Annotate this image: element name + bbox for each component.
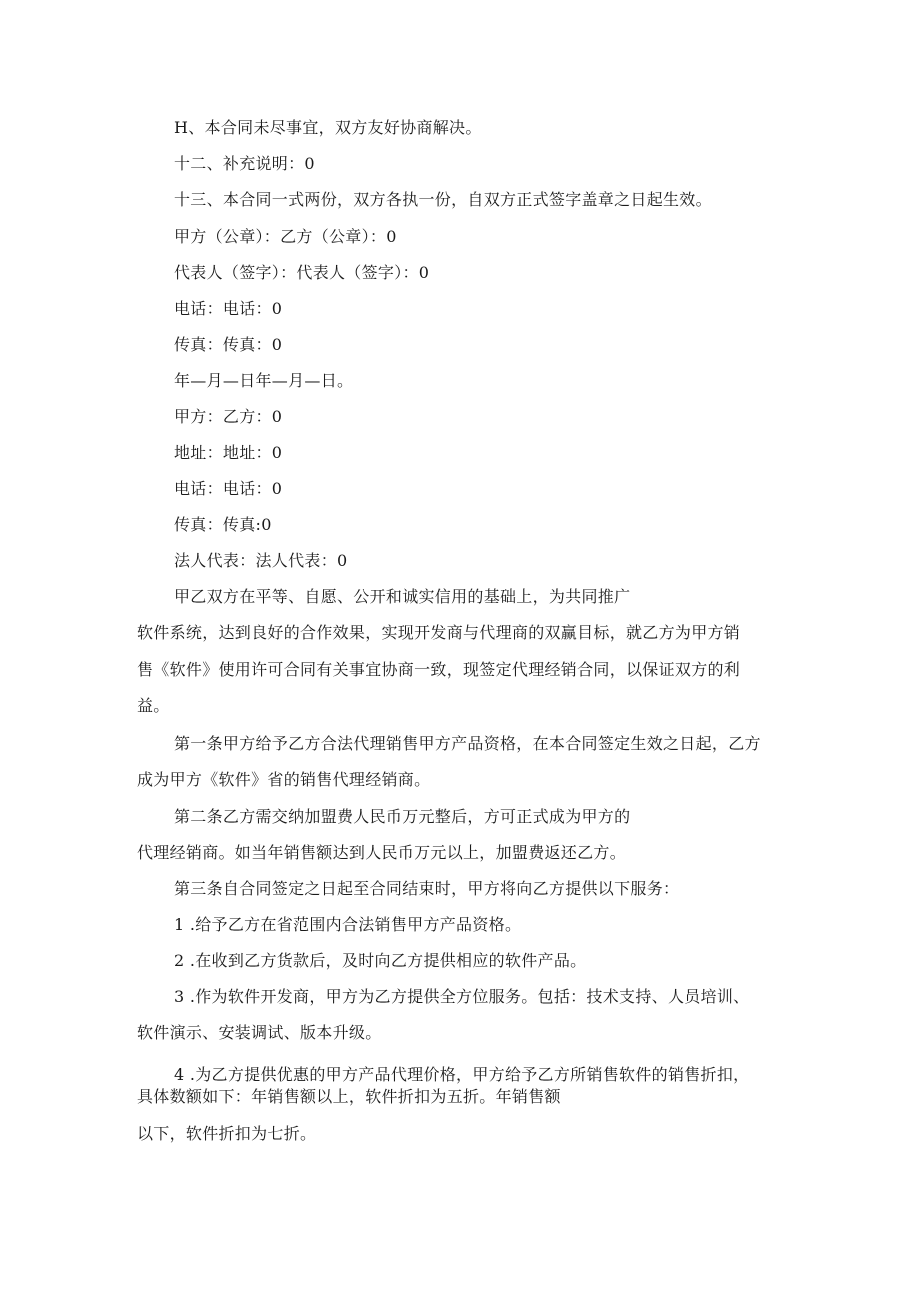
service-item-2: 2 .在收到乙方货款后，及时向乙方提供相应的软件产品。 xyxy=(174,951,587,970)
article-3-heading: 第三条自合同签定之日起至合同结束时，甲方将向乙方提供以下服务： xyxy=(174,879,680,898)
preamble-line-4: 益。 xyxy=(137,696,170,715)
service-item-4-line-1: 4 .为乙方提供优惠的甲方产品代理价格，甲方给予乙方所销售软件的销售折扣， xyxy=(174,1065,750,1084)
clause-12-supplement: 十二、补充说明：0 xyxy=(174,154,315,173)
signature-party-seal: 甲方（公章）：乙方（公章）：0 xyxy=(174,227,397,246)
party-names: 甲方：乙方：0 xyxy=(174,407,283,426)
party-address: 地址：地址：0 xyxy=(174,443,283,462)
signature-representative: 代表人（签字）：代表人（签字）：0 xyxy=(174,263,430,282)
service-item-4-line-2: 具体数额如下：年销售额以上，软件折扣为五折。年销售额 xyxy=(137,1087,561,1106)
article-1-line-2: 成为甲方《软件》省的销售代理经销商。 xyxy=(137,770,431,789)
party-legal-representative: 法人代表：法人代表：0 xyxy=(174,551,348,570)
article-2-line-1: 第二条乙方需交纳加盟费人民币万元整后，方可正式成为甲方的 xyxy=(174,807,631,826)
service-item-4-line-3: 以下，软件折扣为七折。 xyxy=(137,1124,317,1143)
preamble-line-1: 甲乙双方在平等、自愿、公开和诚实信用的基础上，为共同推广 xyxy=(174,587,631,606)
clause-h-unresolved-matters: H、本合同未尽事宜，双方友好协商解决。 xyxy=(174,118,482,137)
signature-fax: 传真：传真：0 xyxy=(174,335,283,354)
preamble-line-2: 软件系统，达到良好的合作效果，实现开发商与代理商的双赢目标，就乙方为甲方销 xyxy=(137,623,741,642)
party-fax: 传真：传真:0 xyxy=(174,515,272,534)
service-item-1: 1 .给予乙方在省范围内合法销售甲方产品资格。 xyxy=(174,915,522,934)
signature-phone: 电话：电话：0 xyxy=(174,299,283,318)
service-item-3-line-2: 软件演示、安装调试、版本升级。 xyxy=(137,1023,382,1042)
preamble-line-3: 售《软件》使用许可合同有关事宜协商一致，现签定代理经销合同，以保证双方的利 xyxy=(137,660,741,679)
party-phone: 电话：电话：0 xyxy=(174,479,283,498)
signature-date: 年—月—日年—月—日。 xyxy=(174,371,354,390)
clause-13-copies-effective: 十三、本合同一式两份，双方各执一份，自双方正式签字盖章之日起生效。 xyxy=(174,190,712,209)
article-2-line-2: 代理经销商。如当年销售额达到人民币万元以上，加盟费返还乙方。 xyxy=(137,843,627,862)
article-1-line-1: 第一条甲方给予乙方合法代理销售甲方产品资格，在本合同签定生效之日起，乙方 xyxy=(174,734,761,753)
service-item-3-line-1: 3 .作为软件开发商，甲方为乙方提供全方位服务。包括：技术支持、人员培训、 xyxy=(174,987,750,1006)
